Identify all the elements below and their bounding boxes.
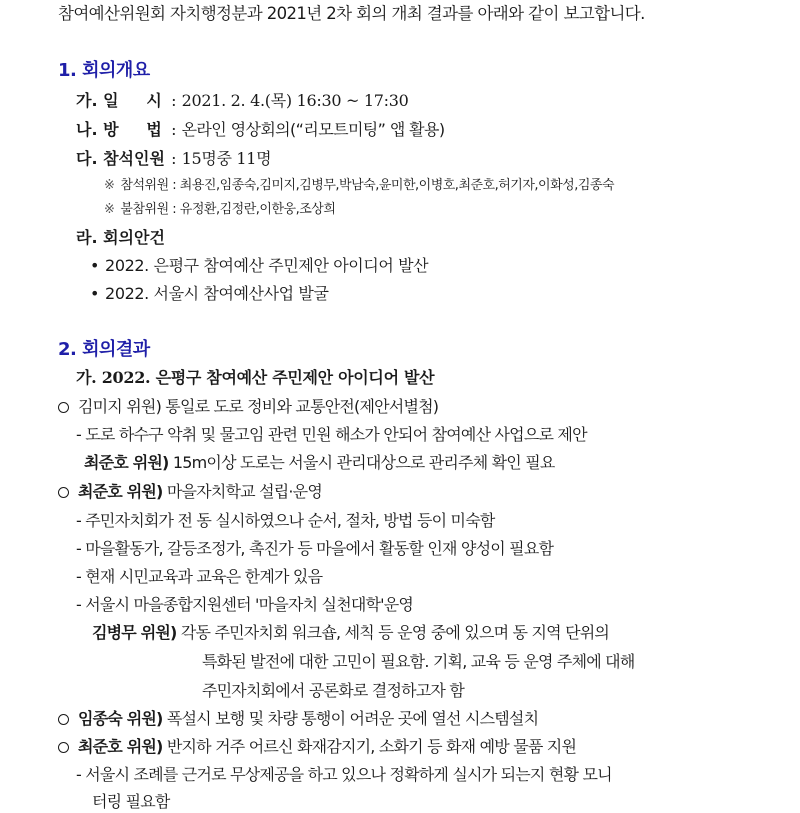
reference-mark-icon: ※ <box>104 202 115 217</box>
result-detail: - 마을활동가, 갈등조정가, 촉진가 등 마을에서 활동할 인재 양성이 필요함 <box>76 539 554 558</box>
intro-paragraph: 참여예산위원회 자치행정분과 2021년 2차 회의 개최 결과를 아래와 같이 보고합니다. <box>58 4 645 23</box>
speaker-label: 최준호 위원) <box>78 482 163 501</box>
entry-text: 각동 주민자치회 워크숍, 세칙 등 운영 중에 있으며 동 지역 단위의 <box>176 623 610 642</box>
entry-text: 통일로 도로 정비와 교통안전(제안서별첨) <box>161 397 439 416</box>
absent-members-note <box>104 200 335 220</box>
separator: : <box>166 149 182 168</box>
absent-members-list: 유정환,김정란,이한웅,조상희 <box>179 202 336 217</box>
agenda-item <box>90 284 329 304</box>
meeting-method-value: 온라인 영상회의(“리모트미팅” 앱 활용) <box>181 120 445 139</box>
separator: : <box>168 178 180 193</box>
speaker-label: 임종숙 위원) <box>78 709 163 728</box>
reference-mark-icon: ※ <box>104 178 115 193</box>
separator: : <box>168 202 180 217</box>
entry-text: 마을자치학교 설립·운영 <box>162 482 322 501</box>
separator: : <box>166 120 182 139</box>
result-detail: - 도로 하수구 악취 및 물고임 관련 민원 해소가 안되어 참여예산 사업으로 제안 <box>76 425 587 444</box>
result-detail: - 서울시 조례를 근거로 무상제공을 하고 있으나 정확하게 실시가 되는지 현황 모니 <box>76 765 612 784</box>
result-detail: - 주민자치회가 전 동 실시하였으나 순서, 절차, 방법 등이 미숙함 <box>76 511 495 530</box>
present-members-list: 최용진,임종숙,김미지,김병무,박남숙,윤미한,이병호,최준호,허기자,이화성,김종숙 <box>179 178 615 193</box>
speaker-label: 최준호 위원) <box>84 453 169 472</box>
result-subtitle: 가. 2022. 은평구 참여예산 주민제안 아이디어 발산 <box>76 368 435 387</box>
meeting-date-label: 가. 일 시 <box>76 91 162 110</box>
result-entry <box>58 709 538 729</box>
agenda-label: 라. 회의안건 <box>76 228 165 247</box>
present-members-label: 참석위원 <box>120 178 169 193</box>
agenda-item <box>90 256 428 276</box>
result-reply-continuation: 특화된 발전에 대한 고민이 필요함. 기획, 교육 등 운영 주체에 대해 <box>202 652 635 671</box>
circle-bullet-icon <box>58 742 69 753</box>
circle-bullet-icon <box>58 714 69 725</box>
meeting-date-value: 2021. 2. 4.(목) 16:30 ~ 17:30 <box>181 91 409 110</box>
result-reply-continuation: 주민자치회에서 공론화로 결정하고자 함 <box>202 681 465 700</box>
attendees-label: 다. 참석인원 <box>76 149 165 168</box>
bullet-dot-icon: • <box>90 256 100 275</box>
absent-members-label: 불참위원 <box>120 202 169 217</box>
agenda-item-text: 2022. 서울시 참여예산사업 발굴 <box>105 284 329 303</box>
result-entry <box>58 737 576 757</box>
circle-bullet-icon <box>58 487 69 498</box>
bullet-dot-icon: • <box>90 284 100 303</box>
speaker-label: 김병무 위원) <box>92 623 177 642</box>
result-reply <box>92 623 609 643</box>
entry-text: 15m이상 도로는 서울시 관리대상으로 관리주체 확인 필요 <box>168 453 555 472</box>
entry-text: 폭설시 보행 및 차량 통행이 어려운 곳에 열선 시스템설치 <box>162 709 539 728</box>
attendees-value: 15명중 11명 <box>181 149 272 168</box>
present-members-note <box>104 176 614 196</box>
agenda-item-text: 2022. 은평구 참여예산 주민제안 아이디어 발산 <box>105 256 429 275</box>
separator: : <box>166 91 182 110</box>
attendees-row <box>76 149 271 169</box>
result-detail: - 현재 시민교육과 교육은 한계가 있음 <box>76 567 323 586</box>
result-reply <box>84 453 555 473</box>
section-1-heading: 1. 회의개요 <box>58 60 150 81</box>
speaker-label: 최준호 위원) <box>78 737 163 756</box>
entry-text: 반지하 거주 어르신 화재감지기, 소화기 등 화재 예방 물품 지원 <box>162 737 577 756</box>
result-entry <box>58 482 322 502</box>
meeting-method-row <box>76 120 445 140</box>
meeting-date-row <box>76 91 409 111</box>
meeting-method-label: 나. 방 법 <box>76 120 162 139</box>
speaker-label: 김미지 위원) <box>78 397 162 416</box>
circle-bullet-icon <box>58 402 69 413</box>
result-entry <box>58 397 438 417</box>
result-detail-continuation: 터링 필요함 <box>92 792 170 811</box>
section-2-heading: 2. 회의결과 <box>58 339 150 360</box>
result-detail: - 서울시 마을종합지원센터 '마을자치 실천대학'운영 <box>76 595 414 614</box>
